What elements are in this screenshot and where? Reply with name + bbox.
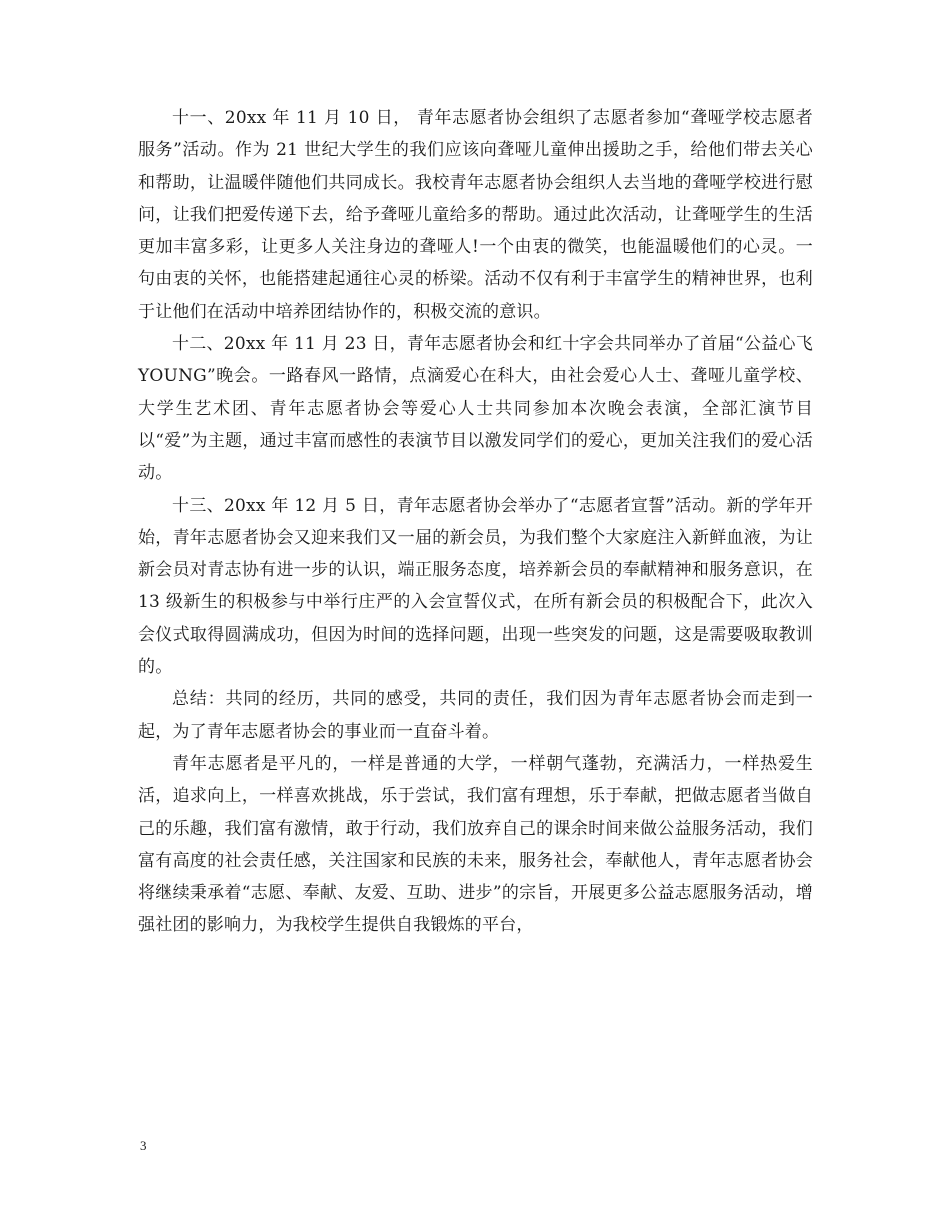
body-text [138,102,813,942]
paragraph-twelve: 十二、20xx 年 11 月 23 日，青年志愿者协会和红十字会共同举办了首届“公益心飞 YOUNG”晚会。一路春风一路情，点滴爱心在科大，由社会爱心人士、聋哑儿童学校、大学生艺术团、青年志愿者协会等爱心人士共同参加本次晚会表演，全部汇演节目以“爱”为主题，通过丰富而感性的表演节目以激发同学们的爱心，更加关注我们的爱心活动。 [138,334,813,484]
paragraph-closing: 青年志愿者是平凡的，一样是普通的大学，一样朝气蓬勃，充满活力，一样热爱生活，追求向上，一样喜欢挑战，乐于尝试，我们富有理想，乐于奉献，把做志愿者当做自己的乐趣，我们富有激情，敢于行动，我们放弃自己的课余时间来做公益服务活动，我们富有高度的社会责任感，关注国家和民族的未来，服务社会，奉献他人，青年志愿者协会将继续秉承着“志愿、奉献、友爱、互助、进步”的宗旨，开展更多公益志愿服务活动，增强社团的影响力，为我校学生提供自我锻炼的平台， [138,753,813,936]
paragraph-thirteen: 十三、20xx 年 12 月 5 日，青年志愿者协会举办了“志愿者宣誓”活动。新的学年开始，青年志愿者协会又迎来我们又一届的新会员，为我们整个大家庭注入新鲜血液，为让新会员对青志协有进一步的认识，端正服务态度，培养新会员的奉献精神和服务意识，在 13 级新生的积极参与中举行庄严的入会宣誓仪式，在所有新会员的积极配合下，此次入会仪式取得圆满成功，但因为时间的选择问题，出现一些突发的问题，这是需要吸取教训的。 [138,495,813,678]
paragraph-eleven: 十一、20xx 年 11 月 10 日， 青年志愿者协会组织了志愿者参加“聋哑学校志愿者服务”活动。作为 21 世纪大学生的我们应该向聋哑儿童伸出援助之手，给他们带去关心和帮助，让温暖伴随他们共同成长。我校青年志愿者协会组织人去当地的聋哑学校进行慰问，让我们把爱传递下去，给予聋哑儿童给多的帮助。通过此次活动，让聋哑学生的生活更加丰富多彩，让更多人关注身边的聋哑人!一个由衷的微笑，也能温暖他们的心灵。一句由衷的关怀，也能搭建起通往心灵的桥梁。活动不仅有利于丰富学生的精神世界，也利于让他们在活动中培养团结协作的，积极交流的意识。 [138,108,813,322]
paragraph-summary: 总结：共同的经历，共同的感受，共同的责任，我们因为青年志愿者协会而走到一起，为了青年志愿者协会的事业而一直奋斗着。 [138,689,813,742]
page-number: 3 [140,1138,147,1153]
